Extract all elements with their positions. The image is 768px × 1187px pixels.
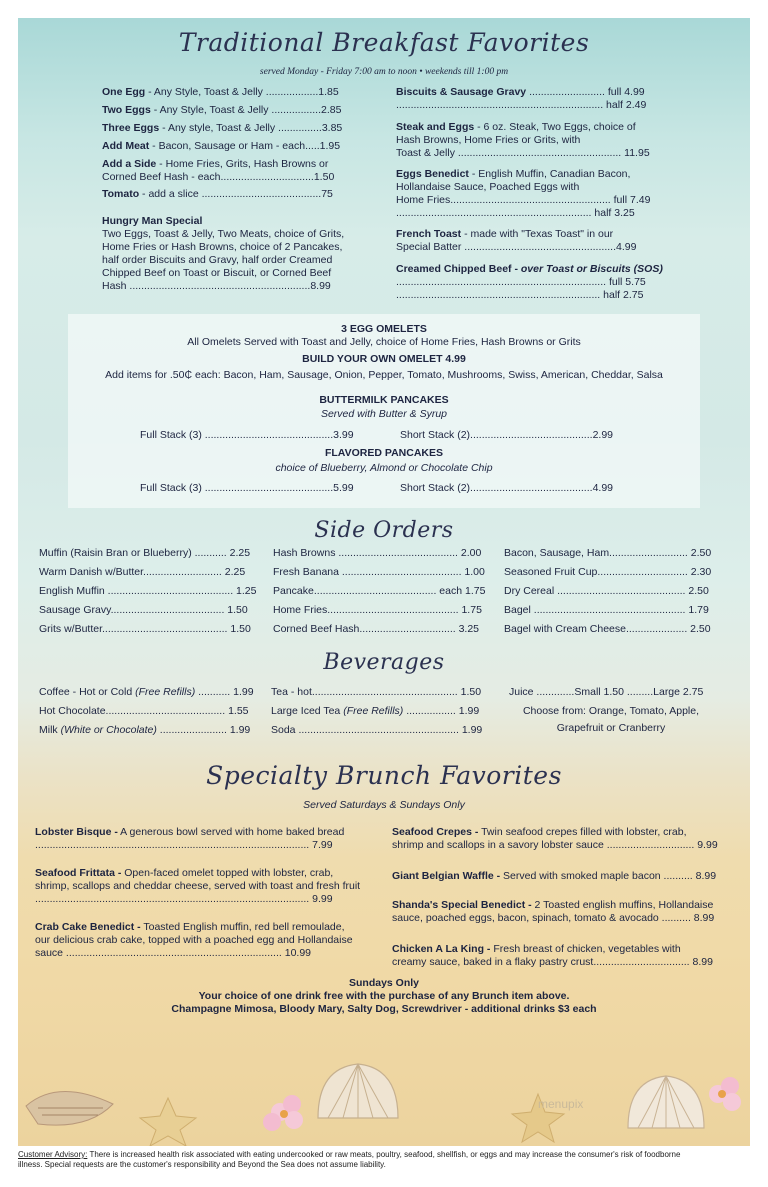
buttermilk-heading: BUTTERMILK PANCAKES [319, 394, 449, 406]
flavored-full-stack: Full Stack (3) ............................................5.99 [140, 482, 354, 494]
side-item: Sausage Gravy....................................... 1.50 [39, 604, 248, 616]
menu-item-steak: Steak and Eggs - 6 oz. Steak, Two Eggs, choice of [396, 121, 636, 133]
menu-item-three-eggs: Three Eggs - Any style, Toast & Jelly ...............3.85 [102, 122, 343, 134]
brunch-seafood-crepes-price: shrimp and scallops in a savory lobster sauce .............................. 9.99 [392, 839, 718, 851]
breakfast-subtitle: served Monday - Friday 7:00 am to noon • weekends till 1:00 pm [259, 67, 509, 77]
beverage-soda: Soda ....................................................... 1.99 [271, 724, 483, 736]
side-item: Home Fries............................................. 1.75 [273, 604, 482, 616]
hungry-man-desc-1: Two Eggs, Toast & Jelly, Two Meats, choice of Grits, [102, 228, 345, 240]
beverage-coffee: Coffee - Hot or Cold (Free Refills) ........... 1.99 [39, 686, 254, 698]
omelet-heading: 3 EGG OMELETS [341, 323, 427, 335]
brunch-frittata-price: .............................................................................................. 9.99 [35, 893, 333, 905]
brunch-title: Specialty Brunch Favorites [206, 761, 562, 790]
buttermilk-short-stack: Short Stack (2)..........................................2.99 [400, 429, 613, 441]
menu-item-french-toast-line2: Special Batter ....................................................4.99 [396, 241, 637, 253]
beverage-tea: Tea - hot.................................................. 1.50 [271, 686, 482, 698]
menu-item-tomato: Tomato - add a slice .........................................75 [102, 188, 333, 200]
hungry-man-desc-2: Home Fries or Hash Browns, choice of 2 Pancakes, [102, 241, 343, 253]
flavored-heading: FLAVORED PANCAKES [324, 447, 444, 459]
buttermilk-desc: Served with Butter & Syrup [320, 408, 448, 420]
hungry-man-desc-3: half order Biscuits and Gravy, half order Creamed [102, 254, 333, 266]
brunch-lobster-bisque-price: .............................................................................................. 7.99 [35, 839, 333, 851]
side-item: Bagel .................................................... 1.79 [504, 604, 709, 616]
side-item: Warm Danish w/Butter........................... 2.25 [39, 566, 246, 578]
flavored-desc: choice of Blueberry, Almond or Chocolate Chip [275, 462, 493, 474]
menu-item-benedict: Eggs Benedict - English Muffin, Canadian Bacon, [396, 168, 631, 180]
conch-shell-icon [26, 1091, 113, 1125]
scallop-shell-icon [628, 1076, 704, 1128]
brunch-shandas-benedict: Shanda's Special Benedict - 2 Toasted english muffins, Hollandaise [392, 899, 714, 911]
side-item: Corned Beef Hash................................. 3.25 [273, 623, 480, 635]
side-item: Bacon, Sausage, Ham........................... 2.50 [504, 547, 712, 559]
menu-item-add-side-line2: Corned Beef Hash - each................................1.50 [102, 171, 335, 183]
customer-advisory [18, 1150, 750, 1170]
side-item: Bagel with Cream Cheese..................... 2.50 [504, 623, 711, 635]
beverage-milk: Milk (White or Chocolate) ....................... 1.99 [39, 724, 251, 736]
menu-item-two-eggs: Two Eggs - Any Style, Toast & Jelly .................2.85 [102, 104, 342, 116]
hungry-man-desc-4: Chipped Beef on Toast or Biscuit, or Corned Beef [102, 267, 332, 279]
side-item: Fresh Banana ......................................... 1.00 [273, 566, 485, 578]
scallop-shell-icon [318, 1064, 398, 1118]
menu-item-steak-line3: Toast & Jelly ........................................................ 11.95 [396, 147, 650, 159]
side-item: Seasoned Fruit Cup............................... 2.30 [504, 566, 712, 578]
brunch-crab-cake: Crab Cake Benedict - Toasted English muffin, red bell remoulade, [35, 921, 345, 933]
brunch-seafood-crepes: Seafood Crepes - Twin seafood crepes filled with lobster, crab, [392, 826, 687, 838]
hungry-man-title: Hungry Man Special [102, 215, 203, 227]
beach-decoration [18, 1028, 750, 1146]
sundays-only-heading: Sundays Only [348, 977, 420, 989]
menu-item-french-toast: French Toast - made with "Texas Toast" in our [396, 228, 614, 240]
customer-advisory-line2: illness. Special requests are the customer's responsibility and Beyond the Sea does not assume liability. [18, 1160, 386, 1169]
menu-panel [18, 18, 750, 1146]
customer-advisory-line1: Customer Advisory: There is increased health risk associated with eating undercooked or raw meats, poultry, seafood, shellfish, or eggs and may increase the consumer's risk of foodborne [18, 1150, 681, 1159]
side-item: Dry Cereal ............................................ 2.50 [504, 585, 709, 597]
side-item: Grits w/Butter........................................... 1.50 [39, 623, 251, 635]
brunch-frittata-line2: shrimp, scallops and cheddar cheese, served with toast and fresh fruit [35, 880, 361, 892]
menu-item-add-meat: Add Meat - Bacon, Sausage or Ham - each.....1.95 [102, 140, 341, 152]
menu-item-benedict-full: Home Fries....................................................... full 7.49 [396, 194, 651, 206]
sundays-only-drinks: Champagne Mimosa, Bloody Mary, Salty Dog, Screwdriver - additional drinks $3 each [171, 1003, 597, 1015]
menu-item-one-egg: One Egg - Any Style, Toast & Jelly ..................1.85 [102, 86, 339, 98]
beverage-iced-tea: Large Iced Tea (Free Refills) ................. 1.99 [271, 705, 480, 717]
breakfast-title: Traditional Breakfast Favorites [178, 28, 590, 57]
build-omelet-desc: Add items for .50₵ each: Bacon, Ham, Sausage, Onion, Pepper, Tomato, Mushrooms, Swiss, American, Cheddar, Salsa [105, 369, 663, 381]
menu-item-creamed-beef-full: ........................................................................ full 5.75 [396, 276, 646, 288]
brunch-lobster-bisque: Lobster Bisque - A generous bowl served with home baked bread [35, 826, 345, 838]
menu-item-benedict-half: ................................................................... half 3.25 [396, 207, 635, 219]
brunch-crab-cake-line2: our delicious crab cake, topped with a poached egg and Hollandaise [35, 934, 353, 946]
brunch-frittata: Seafood Frittata - Open-faced omelet topped with lobster, crab, [35, 867, 334, 879]
sundays-only-offer: Your choice of one drink free with the purchase of any Brunch item above. [198, 990, 570, 1002]
beverage-hot-chocolate: Hot Chocolate......................................... 1.55 [39, 705, 249, 717]
starfish-icon [140, 1098, 196, 1146]
beverage-juice-choices: Choose from: Orange, Tomato, Apple, [522, 705, 700, 717]
menu-item-creamed-beef: Creamed Chipped Beef - over Toast or Biscuits (SOS) [396, 263, 663, 275]
side-item: Pancake.......................................... each 1.75 [273, 585, 486, 597]
beverage-juice: Juice .............Small 1.50 .........Large 2.75 [509, 686, 704, 698]
sides-title: Side Orders [314, 518, 454, 543]
brunch-belgian-waffle: Giant Belgian Waffle - Served with smoked maple bacon .......... 8.99 [392, 870, 717, 882]
omelet-desc: All Omelets Served with Toast and Jelly, choice of Home Fries, Hash Browns or Grits [187, 336, 581, 348]
brunch-subtitle: Served Saturdays & Sundays Only [303, 799, 465, 811]
menu-item-add-side: Add a Side - Home Fries, Grits, Hash Browns or [102, 158, 329, 170]
flower-icon [709, 1077, 741, 1111]
menu-item-creamed-beef-half: ...................................................................... half 2.75 [396, 289, 644, 301]
beverages-title: Beverages [323, 650, 445, 675]
flavored-short-stack: Short Stack (2)..........................................4.99 [400, 482, 613, 494]
brunch-crab-cake-price: sauce .......................................................................... 10.99 [35, 947, 312, 959]
side-item: Hash Browns ......................................... 2.00 [273, 547, 482, 559]
buttermilk-full-stack: Full Stack (3) ............................................3.99 [140, 429, 354, 441]
menu-item-biscuits: Biscuits & Sausage Gravy .......................... full 4.99 [396, 86, 645, 98]
watermark: menupix [538, 1097, 584, 1111]
side-item: Muffin (Raisin Bran or Blueberry) ........... 2.25 [39, 547, 251, 559]
side-item: English Muffin ........................................... 1.25 [39, 585, 257, 597]
brunch-chicken-a-la-king-price: creamy sauce, baked in a flaky pastry crust................................. 8.99 [392, 956, 713, 968]
hungry-man-desc-5: Hash ..............................................................8.99 [102, 280, 331, 292]
menu-item-steak-line2: Hash Browns, Home Fries or Grits, with [396, 134, 581, 146]
brunch-chicken-a-la-king: Chicken A La King - Fresh breast of chicken, vegetables with [392, 943, 681, 955]
menu-item-biscuits-half: ....................................................................... half 2.49 [396, 99, 647, 111]
brunch-shandas-benedict-price: sauce, poached eggs, bacon, spinach, tomato & avocado .......... 8.99 [392, 912, 715, 924]
menu-item-benedict-line2: Hollandaise Sauce, Poached Eggs with [396, 181, 580, 193]
beverage-juice-choices-2: Grapefruit or Cranberry [556, 722, 666, 734]
flower-icon [263, 1095, 303, 1131]
build-omelet-heading: BUILD YOUR OWN OMELET 4.99 [302, 353, 466, 365]
